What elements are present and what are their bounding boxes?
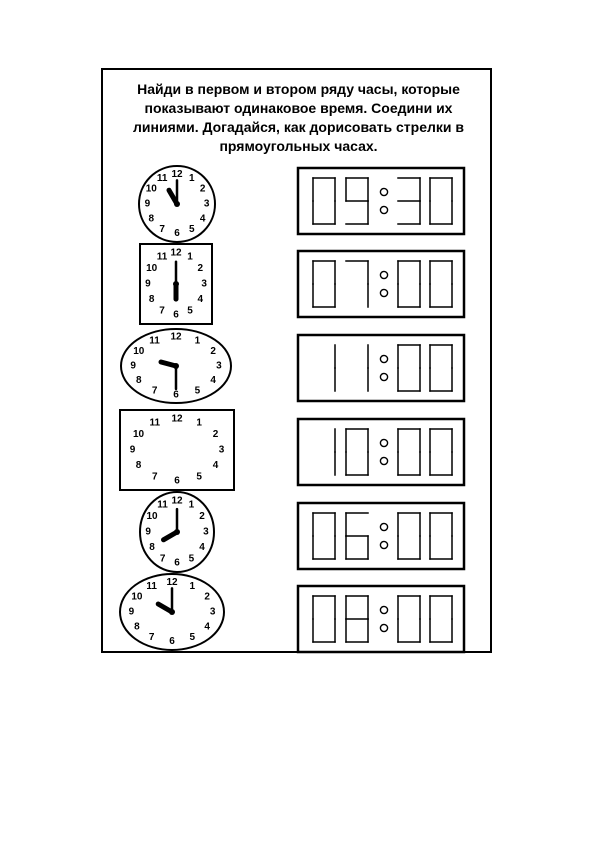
clock-numeral: 9 [129,444,136,456]
digit [398,513,420,559]
colon-dot [380,271,387,278]
analog-clock [140,244,212,324]
clock-numeral: 7 [151,385,158,397]
clock-numeral: 2 [212,428,219,440]
clock-center [173,281,179,287]
clock-numeral: 12 [170,331,182,343]
digit [430,596,452,642]
clock-numeral: 6 [169,636,175,648]
clock-numeral: 6 [174,228,180,240]
digit [346,429,368,475]
clock-numeral: 5 [196,471,202,483]
instructions-line: Найди в первом и втором ряду часы, которые [137,81,460,97]
clock-numeral: 6 [173,309,179,321]
clock-numeral: 5 [187,305,193,317]
clock-numeral: 3 [203,526,209,538]
clock-numeral: 1 [196,417,202,429]
clock-numeral: 1 [194,335,201,347]
instructions-line: линиями. Догадайся, как дорисовать стрелки в [133,119,464,135]
digit [398,429,420,475]
clock-numeral: 2 [197,262,204,274]
digit [398,178,420,224]
clock-numeral: 4 [212,460,219,472]
clock-numeral: 3 [203,198,210,210]
digit [313,596,335,642]
clock-center [169,609,175,615]
clock-center [173,363,179,369]
colon-dot [380,541,387,548]
clock-numeral: 7 [148,632,155,644]
clock-numeral: 11 [157,499,168,511]
digital-clock [298,419,464,485]
clock-numeral: 12 [171,168,183,180]
instructions-line: показывают одинаковое время. Соедини их [144,100,453,116]
clock-numeral: 8 [148,294,155,306]
clock-numeral: 8 [148,213,155,225]
digital-clock [298,503,464,569]
clock-numeral: 9 [145,526,151,538]
digital-clock [298,335,464,401]
clock-numeral: 10 [133,346,145,358]
clock-numeral: 1 [189,172,195,184]
clock-numeral: 1 [189,580,196,592]
clock-numeral: 2 [199,183,206,195]
analog-clock [121,329,231,403]
colon-dot [380,206,387,213]
clock-numeral: 2 [199,510,205,522]
analog-clock [120,410,234,490]
colon-dot [380,523,387,530]
clock-numeral: 8 [134,621,140,633]
digit [313,513,335,559]
clock-numeral: 4 [210,374,216,386]
clock-numeral: 11 [146,580,157,592]
clock-numeral: 2 [210,346,216,358]
clock-numeral: 4 [199,213,206,225]
clock-numeral: 1 [187,251,193,263]
clock-numeral: 1 [188,499,195,511]
digit [346,596,368,642]
clock-numeral: 12 [171,495,183,507]
digital-clock [298,251,464,317]
clock-numeral: 5 [194,385,201,397]
clock-numeral: 4 [197,294,204,306]
analog-clock [140,492,214,572]
clock-numeral: 5 [189,224,195,236]
clock-center [174,529,180,535]
clock-numeral: 9 [128,606,135,618]
digit [430,345,452,391]
clock-numeral: 8 [149,542,155,554]
clock-numeral: 7 [159,553,166,565]
clock-numeral: 4 [204,621,210,633]
colon-dot [380,606,387,613]
colon-dot [380,188,387,195]
clock-numeral: 11 [149,417,161,429]
clock-numeral: 3 [216,360,222,372]
clock-numeral: 5 [189,632,196,644]
analog-clock [120,574,224,650]
digit [398,596,420,642]
clock-numeral: 9 [145,278,151,290]
colon-dot [380,373,387,380]
clock-numeral: 9 [130,360,136,372]
colon-dot [380,457,387,464]
instructions-line: прямоугольных часах. [219,138,378,154]
clock-numeral: 10 [146,262,158,274]
colon-dot [380,439,387,446]
digit [430,429,452,475]
clock-numeral: 7 [159,224,165,236]
digital-clock [298,168,464,234]
clock-numeral: 8 [136,374,142,386]
clock-center [174,201,180,207]
digit [346,261,368,307]
clock-numeral: 2 [204,591,210,603]
clock-numeral: 12 [170,247,182,259]
digital-clock [298,586,464,652]
clock-numeral: 3 [218,444,225,456]
clock-numeral: 5 [188,553,195,565]
clock-numeral: 10 [146,510,158,522]
clock-numeral: 6 [173,389,179,401]
clock-numeral: 8 [135,460,142,472]
digit [398,261,420,307]
clock-numeral: 6 [174,475,180,487]
clock-numeral: 6 [174,557,180,569]
digit [346,513,368,559]
colon-dot [380,355,387,362]
clock-numeral: 7 [159,305,165,317]
clock-numeral: 9 [144,198,151,210]
analog-clock [139,166,215,242]
clock-numeral: 7 [152,471,158,483]
clock-numeral: 11 [156,251,168,263]
clock-numeral: 11 [149,335,160,347]
digit [430,513,452,559]
clock-numeral: 12 [171,413,183,425]
digit [430,261,452,307]
clock-numeral: 3 [209,606,216,618]
digit [430,178,452,224]
clock-numeral: 11 [156,172,168,184]
clock-numeral: 3 [201,278,207,290]
digit [313,261,335,307]
digit [346,178,368,224]
clock-numeral: 10 [145,183,157,195]
digit [313,178,335,224]
clock-numeral: 10 [132,428,145,440]
colon-dot [380,624,387,631]
digit [398,345,420,391]
clock-numeral: 4 [199,542,205,554]
clock-numeral: 10 [131,591,143,603]
colon-dot [380,289,387,296]
clock-numeral: 12 [166,576,178,588]
